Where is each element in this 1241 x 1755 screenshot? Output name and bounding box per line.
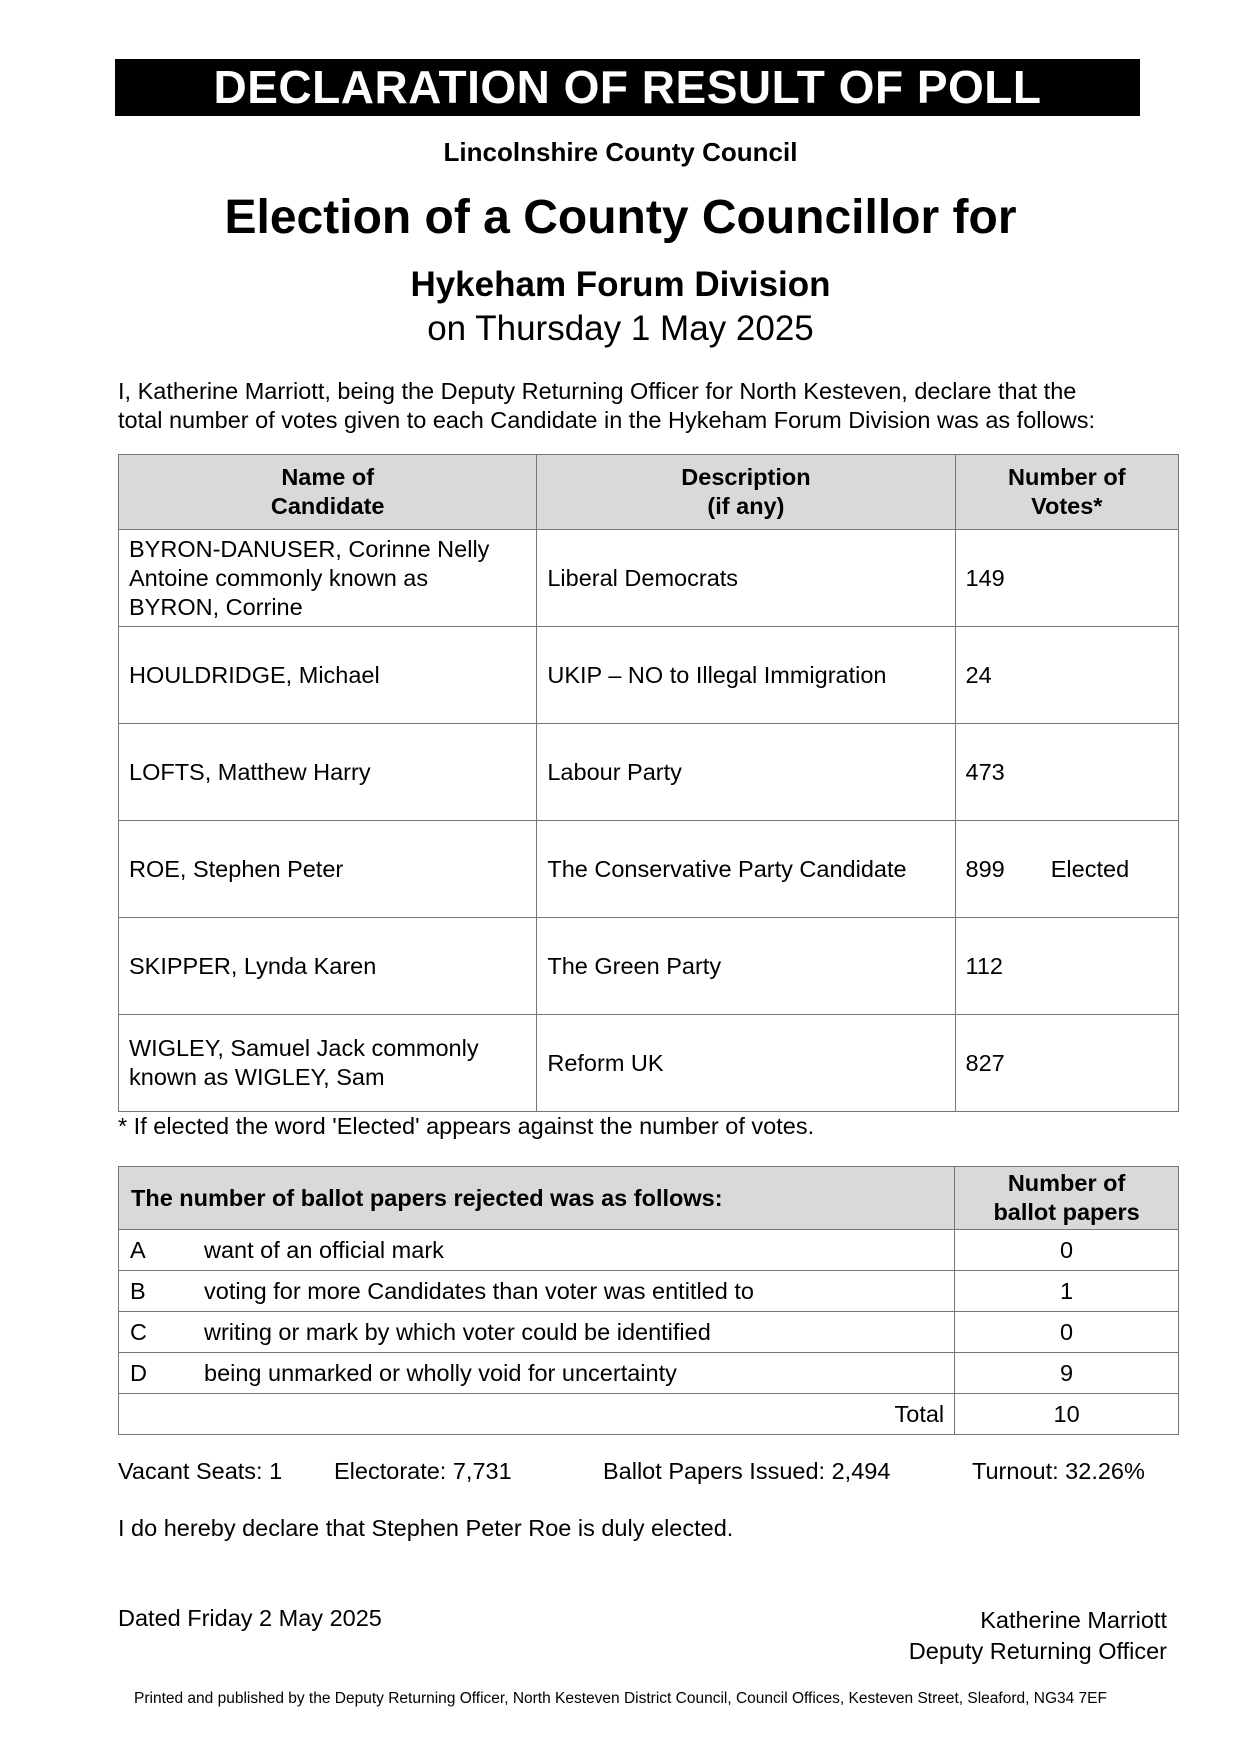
rejected-row <box>119 1230 1179 1271</box>
candidate-votes: 24 <box>965 661 992 688</box>
name-line: BYRON, Corrine <box>129 593 303 620</box>
rejected-count: 9 <box>955 1353 1179 1394</box>
reason-text: writing or mark by which voter could be identified <box>204 1319 711 1345</box>
rejected-row <box>119 1271 1179 1312</box>
reason-letter: D <box>130 1360 147 1386</box>
header-line: Name of <box>281 464 375 490</box>
header-line: Description <box>681 464 811 490</box>
dated-line: Dated Friday 2 May 2025 <box>118 1605 382 1631</box>
candidate-votes: 473 <box>965 758 1005 785</box>
candidate-name <box>119 627 537 724</box>
division-name: Hykeham Forum Division <box>410 265 831 304</box>
name-line: HOULDRIDGE, Michael <box>129 661 380 688</box>
intro-line: total number of votes given to each Candidate in the Hykeham Forum Division was as follows: <box>118 407 1096 433</box>
reason-text: want of an official mark <box>204 1237 444 1263</box>
rejected-reason-cell <box>119 1353 955 1394</box>
rejected-count: 0 <box>955 1312 1179 1353</box>
candidate-votes-cell <box>955 530 1178 627</box>
results-table <box>118 454 1179 1112</box>
candidate-name <box>119 821 537 918</box>
declaration-statement: I do hereby declare that Stephen Peter Roe is duly elected. <box>118 1515 734 1541</box>
total-label: Total <box>119 1394 955 1435</box>
name-line: SKIPPER, Lynda Karen <box>129 952 377 979</box>
candidate-votes: 149 <box>965 564 1005 591</box>
rejected-count: 0 <box>955 1230 1179 1271</box>
results-header-row <box>119 455 1179 530</box>
candidate-row <box>119 821 1179 918</box>
candidate-description: The Conservative Party Candidate <box>537 821 955 918</box>
elected-footnote: * If elected the word 'Elected' appears against the number of votes. <box>118 1113 815 1139</box>
rejected-ballots-table <box>118 1166 1179 1435</box>
candidate-votes: 899 <box>965 855 1005 882</box>
signature-block <box>909 1605 1167 1667</box>
candidate-name <box>119 724 537 821</box>
candidate-votes-cell <box>955 821 1178 918</box>
ballot-count-header <box>955 1167 1179 1230</box>
header-line: Number of <box>1008 464 1126 490</box>
rejected-total: 10 <box>955 1394 1179 1435</box>
header-line: (if any) <box>707 493 785 519</box>
candidate-name <box>119 918 537 1015</box>
reason-letter: B <box>130 1278 146 1304</box>
reason-letter: A <box>130 1237 146 1263</box>
rejected-reason-cell <box>119 1312 955 1353</box>
candidate-votes: 827 <box>965 1049 1005 1076</box>
candidate-votes-cell <box>955 918 1178 1015</box>
candidate-votes-cell <box>955 627 1178 724</box>
candidate-name <box>119 1015 537 1112</box>
intro-statement <box>118 377 1178 435</box>
header-line: ballot papers <box>993 1199 1140 1225</box>
signer-name: Katherine Marriott <box>980 1607 1167 1633</box>
election-title: Election of a County Councillor for <box>224 191 1017 244</box>
rejected-reason-cell <box>119 1271 955 1312</box>
election-date: on Thursday 1 May 2025 <box>427 309 814 348</box>
rejected-count: 1 <box>955 1271 1179 1312</box>
candidate-row <box>119 918 1179 1015</box>
description-column-header <box>537 455 955 530</box>
candidate-votes: 112 <box>965 952 1003 979</box>
name-line: WIGLEY, Samuel Jack commonly <box>129 1035 479 1061</box>
reason-letter: C <box>130 1319 147 1345</box>
ballot-papers-issued: Ballot Papers Issued: 2,494 <box>603 1458 891 1484</box>
page-banner: DECLARATION OF RESULT OF POLL <box>115 59 1140 116</box>
header-line: Votes* <box>1031 493 1103 519</box>
rejected-total-row <box>119 1394 1179 1435</box>
name-line: ROE, Stephen Peter <box>129 855 344 882</box>
candidate-row <box>119 627 1179 724</box>
name-line: BYRON-DANUSER, Corinne Nelly <box>129 535 490 562</box>
candidate-description: Labour Party <box>537 724 955 821</box>
name-column-header <box>119 455 537 530</box>
candidate-row <box>119 530 1179 627</box>
rejected-row <box>119 1353 1179 1394</box>
name-line: Antoine commonly known as <box>129 564 429 591</box>
candidate-row <box>119 724 1179 821</box>
vacant-seats: Vacant Seats: 1 <box>118 1458 283 1484</box>
votes-column-header <box>955 455 1178 530</box>
rejected-header-row <box>119 1167 1179 1230</box>
rejected-row <box>119 1312 1179 1353</box>
imprint: Printed and published by the Deputy Returning Officer, North Kesteven District Council, Council Offices, Kesteven Street, Sleaford, NG34 7EF <box>134 1690 1107 1707</box>
header-line: Number of <box>1007 1170 1126 1196</box>
candidate-description: Reform UK <box>537 1015 955 1112</box>
candidate-description: UKIP – NO to Illegal Immigration <box>537 627 955 724</box>
rejected-header-label: The number of ballot papers rejected was as follows: <box>119 1167 955 1230</box>
candidate-row <box>119 1015 1179 1112</box>
intro-line: I, Katherine Marriott, being the Deputy Returning Officer for North Kesteven, declare that the <box>118 378 1077 404</box>
candidate-votes-cell <box>955 724 1178 821</box>
header-line: Candidate <box>270 493 385 519</box>
signer-title: Deputy Returning Officer <box>908 1638 1167 1664</box>
reason-text: voting for more Candidates than voter was entitled to <box>204 1278 754 1304</box>
elected-marker: Elected <box>1050 855 1130 882</box>
candidate-name <box>119 530 537 627</box>
candidate-description: The Green Party <box>537 918 955 1015</box>
turnout: Turnout: 32.26% <box>972 1458 1145 1484</box>
reason-text: being unmarked or wholly void for uncertainty <box>204 1360 677 1386</box>
rejected-reason-cell <box>119 1230 955 1271</box>
candidate-votes-cell <box>955 1015 1178 1112</box>
council-name: Lincolnshire County Council <box>443 137 798 167</box>
electorate: Electorate: 7,731 <box>334 1458 512 1484</box>
name-line: LOFTS, Matthew Harry <box>129 758 371 785</box>
name-line: known as WIGLEY, Sam <box>129 1064 385 1090</box>
candidate-description: Liberal Democrats <box>537 530 955 627</box>
